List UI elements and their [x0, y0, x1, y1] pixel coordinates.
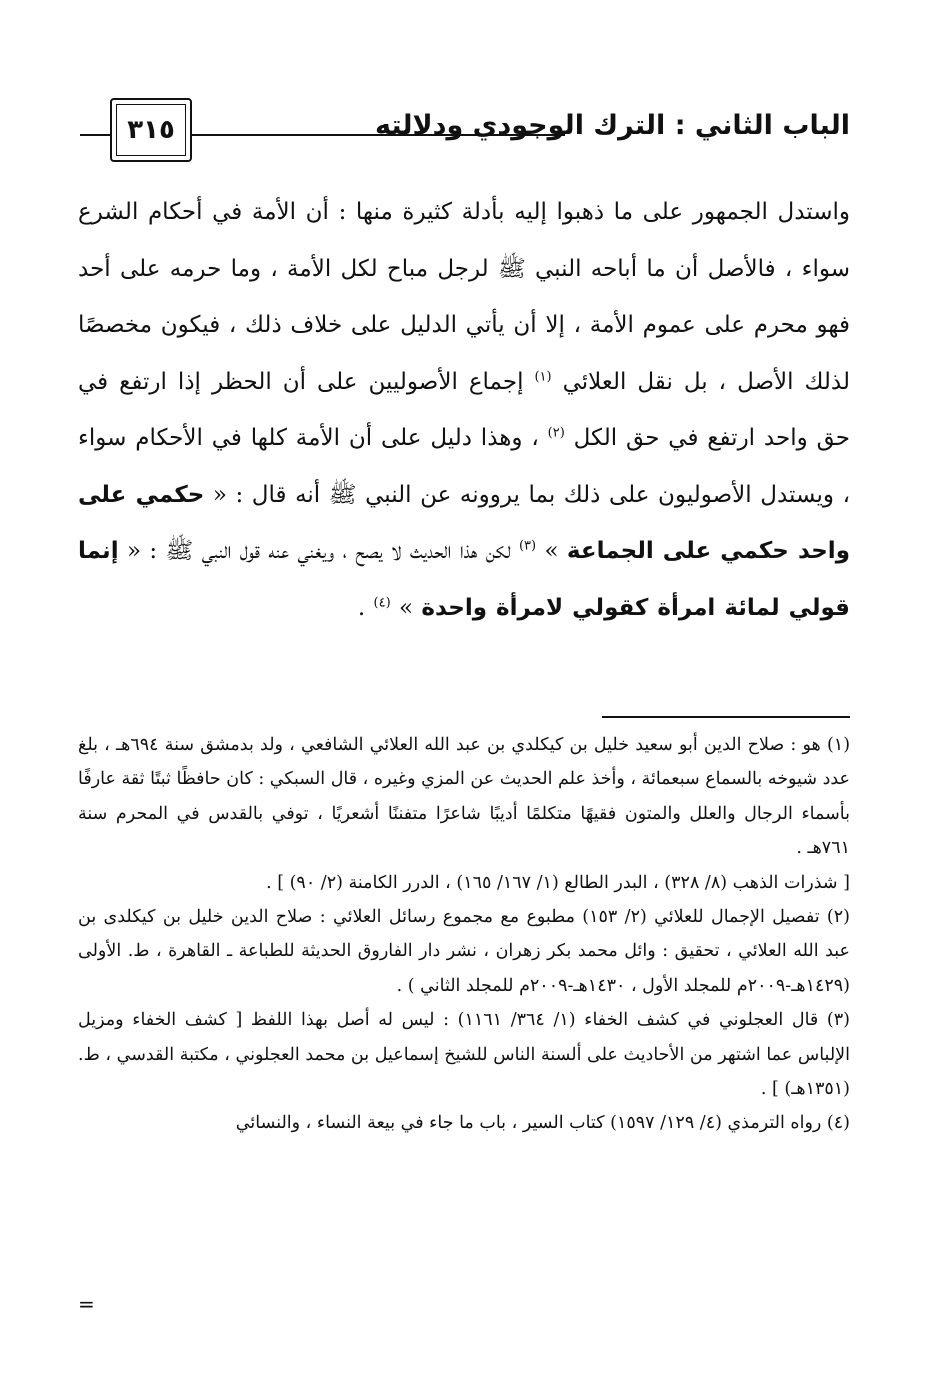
page-header [80, 96, 850, 166]
body-text-7: . [357, 594, 374, 621]
page-number-box [110, 98, 192, 162]
body-text-5: لكن هذا الحديث لا يصح ، ويغني عنه قول النبي ﷺ : « [118, 538, 519, 564]
footnote-2: (٢) تفصيل الإجمال للعلائي (٢/ ١٥٣) مطبوع مع مجموع رسائل العلائي : صلاح الدين خليل بن كيكلدى بن عبد الله العلائي ، تحقيق : وائل محمد بكر زهران ، نشر دار الفاروق الحديثة للطباعة ـ القاهرة ، ط. الأولى (١٤٢٩هـ-٢٠٠٩م للمجلد الأول ، ١٤٣٠هـ-٢٠٠٩م للمجلد الثاني ) . [78, 907, 850, 996]
footnote-ref-2: (٢) [547, 425, 565, 441]
footnote-ref-3: (٣) [518, 538, 537, 554]
footnote-1: (١) هو : صلاح الدين أبو سعيد خليل بن كيكلدي بن عبد الله العلائي الشافعي ، ولد بدمشق سنة ٦٩٤هـ ، بلغ عدد شيوخه بالسماع سبعمائة ، وأخذ علم الحديث عن المزي وغيره ، قال السبكي : كان حافظًا ثبتًا ثقة عارفًا بأسماء الرجال والعلل والمتون فقيهًا متكلمًا أديبًا شاعرًا متفننًا أشعريًا ، توفي بالقدس في المحرم سنة ٧٦١هـ . [78, 735, 851, 859]
body-text-6: » [390, 594, 422, 621]
page-number: ٣١٥ [116, 104, 186, 156]
hadith-quote-1: حكمي على واحد حكمي على الجماعة [78, 481, 850, 564]
body-text-3: ، وهذا دليل على أن الأمة كلها في الأحكام سواء ، ويستدل الأصوليون على ذلك بما يروونه عن النبي ﷺ أنه قال : « [78, 425, 850, 508]
chapter-title: الباب الثاني : الترك الوجودي ودلالته [374, 110, 850, 141]
hadith-quote-2: إنما قولي لمائة امرأة كقولي لامرأة واحدة [78, 538, 850, 621]
header-rule-left [80, 134, 110, 136]
header-rule [192, 134, 565, 136]
footnotes [78, 728, 850, 1141]
footnote-ref-1: (١) [534, 368, 552, 384]
body-text-1: واستدل الجمهور على ما ذهبوا إليه بأدلة كثيرة منها : أن الأمة في أحكام الشرع سواء ، فالأصل أن ما أباحه النبي ﷺ لرجل مباح لكل الأمة ، وما حرمه على أحد فهو محرم على عموم الأمة ، إلا أن يأتي الدليل على خلاف ذلك ، فيكون مخصصًا لذلك الأصل ، بل نقل العلائي [78, 199, 850, 395]
main-paragraph [78, 184, 850, 636]
footnote-4: (٤) رواه الترمذي (٤/ ١٢٩/ ١٥٩٧) كتاب السير ، باب ما جاء في بيعة النساء ، والنسائي [235, 1113, 850, 1134]
body-text-2: إجماع الأصوليين على أن الحظر إذا ارتفع في حق واحد ارتفع في حق الكل [78, 368, 850, 451]
footnote-ref-4: (٤) [373, 594, 391, 610]
continuation-mark: = [78, 1292, 95, 1316]
footnote-3: (٣) قال العجلوني في كشف الخفاء (١/ ٣٦٤/ ١١٦١) : ليس له أصل بهذا اللفظ [ كشف الخفاء ومزيل الإلباس عما اشتهر من الأحاديث على ألسنة الناس للشيخ إسماعيل بن محمد العجلوني ، مكتبة القدسي ، ط. (١٣٥١هـ) ] . [78, 1010, 850, 1100]
body-text-4: » [536, 538, 567, 564]
footnote-1-sources: [ شذرات الذهب (٨/ ٣٢٨) ، البدر الطالع (١/ ١٦٧/ ١٦٥) ، الدرر الكامنة (٢/ ٩٠) ] . [266, 872, 850, 893]
footnote-separator [602, 716, 850, 718]
